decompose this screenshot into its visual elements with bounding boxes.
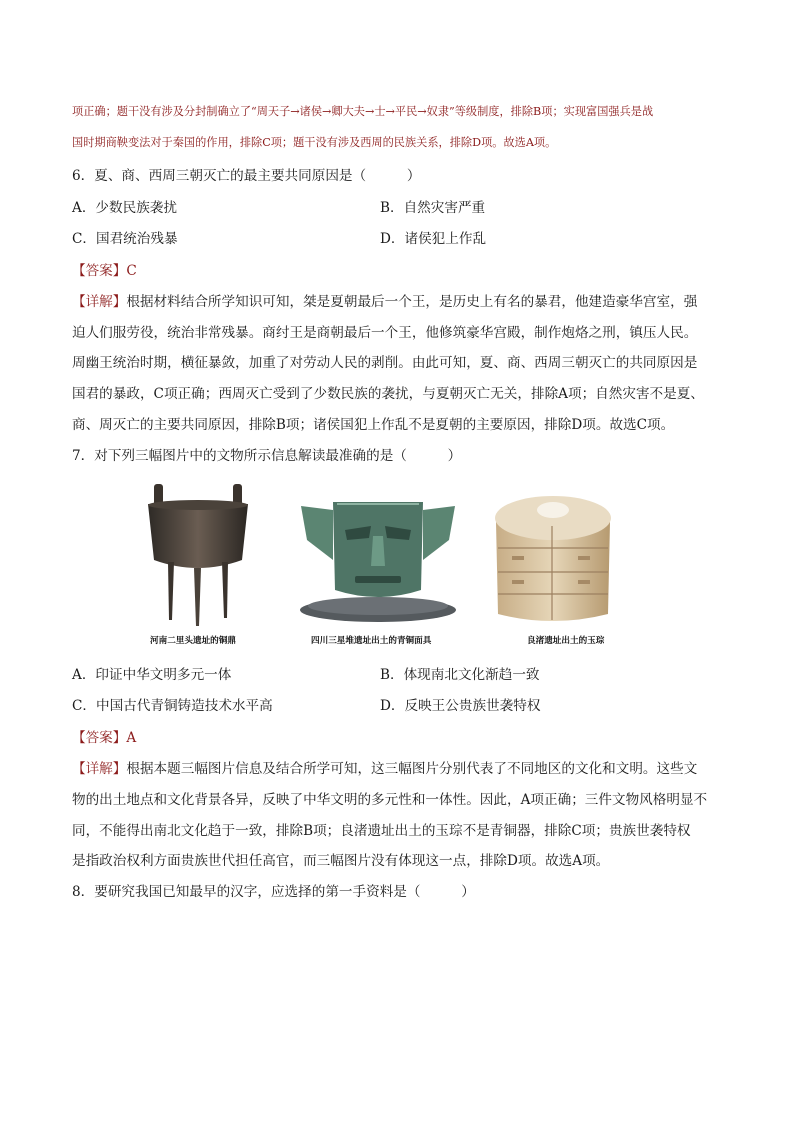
answer-label: 【答案】 xyxy=(72,730,127,746)
prev-explanation-line-1: 项正确；题干没有涉及分封制确立了“周天子→诸侯→卿大夫→士→平民→奴隶”等级制度，排除B项；实现富国强兵是战 xyxy=(72,105,654,118)
question-6-option-d: D．诸侯犯上作乱 xyxy=(380,231,487,247)
question-7-option-b: B．体现南北文化渐趋一致 xyxy=(380,667,540,683)
detail-text: 根据材料结合所学知识可知，桀是夏朝最后一个王，是历史上有名的暴君，他建造豪华宫室，强 xyxy=(126,294,698,310)
detail-label: 【详解】 xyxy=(72,761,127,777)
answer-value: A xyxy=(126,730,137,746)
detail-label: 【详解】 xyxy=(72,294,127,310)
figure-caption-mask: 四川三星堆遗址出土的青铜面具 xyxy=(311,636,432,646)
detail-text: 根据本题三幅图片信息及结合所学可知，这三幅图片分别代表了不同地区的文化和文明。这些文 xyxy=(126,761,698,777)
question-6-detail-line-2: 迫人们服劳役，统治非常残暴。商纣王是商朝最后一个王，他修筑豪华宫殿，制作炮烙之刑，镇压人民。 xyxy=(72,325,698,341)
question-8-stem: 8．要研究我国已知最早的汉字，应选择的第一手资料是（ ） xyxy=(72,884,475,900)
answer-value: C xyxy=(126,263,137,279)
prev-explanation-line-2: 国时期商鞅变法对于秦国的作用，排除C项；题干没有涉及西周的民族关系，排除D项。故选A项。 xyxy=(72,136,557,149)
bronze-mask-icon xyxy=(293,490,463,630)
question-7-stem: 7．对下列三幅图片中的文物所示信息解读最准确的是（ ） xyxy=(72,448,462,464)
figure-caption-cong: 良渚遗址出土的玉琮 xyxy=(527,636,605,646)
answer-label: 【答案】 xyxy=(72,263,127,279)
question-6-detail-line-4: 国君的暴政，C项正确；西周灭亡受到了少数民族的袭扰，与夏朝灭亡无关，排除A项；自然灾害不是夏、 xyxy=(72,386,704,402)
question-7-detail-line-2: 物的出土地点和文化背景各异，反映了中华文明的多元性和一体性。因此，A项正确；三件文物风格明显不 xyxy=(72,792,708,808)
question-7-detail-line-1 xyxy=(72,757,722,777)
question-7-detail-line-3: 同，不能得出南北文化趋于一致，排除B项；良渚遗址出土的玉琮不是青铜器，排除C项；贵族世袭特权 xyxy=(72,823,691,839)
question-6-detail-line-3: 周幽王统治时期，横征暴敛，加重了对劳动人民的剥削。由此可知，夏、商、西周三朝灭亡的共同原因是 xyxy=(72,355,698,371)
jade-cong-icon xyxy=(488,482,618,630)
question-7-option-a: A．印证中华文明多元一体 xyxy=(72,667,232,683)
question-7-answer xyxy=(72,726,722,746)
question-7-option-c: C．中国古代青铜铸造技术水平高 xyxy=(72,698,273,714)
question-6-option-c: C．国君统治残暴 xyxy=(72,231,178,247)
question-6-answer xyxy=(72,259,722,279)
question-6-detail-line-5: 商、周灭亡的主要共同原因，排除B项；诸侯国犯上作乱不是夏朝的主要原因，排除D项。故选C项。 xyxy=(72,417,675,433)
question-6-stem: 6．夏、商、西周三朝灭亡的最主要共同原因是（ ） xyxy=(72,168,421,184)
question-6-option-a: A．少数民族袭扰 xyxy=(72,200,177,216)
question-6-option-b: B．自然灾害严重 xyxy=(380,200,486,216)
bronze-ding-icon xyxy=(138,480,258,630)
question-7-option-d: D．反映王公贵族世袭特权 xyxy=(380,698,541,714)
question-7-detail-line-4: 是指政治权利方面贵族世代担任高官，而三幅图片没有体现这一点，排除D项。故选A项。 xyxy=(72,853,610,869)
question-6-detail-line-1 xyxy=(72,290,722,310)
figure-caption-ding: 河南二里头遗址的铜鼎 xyxy=(150,636,236,646)
